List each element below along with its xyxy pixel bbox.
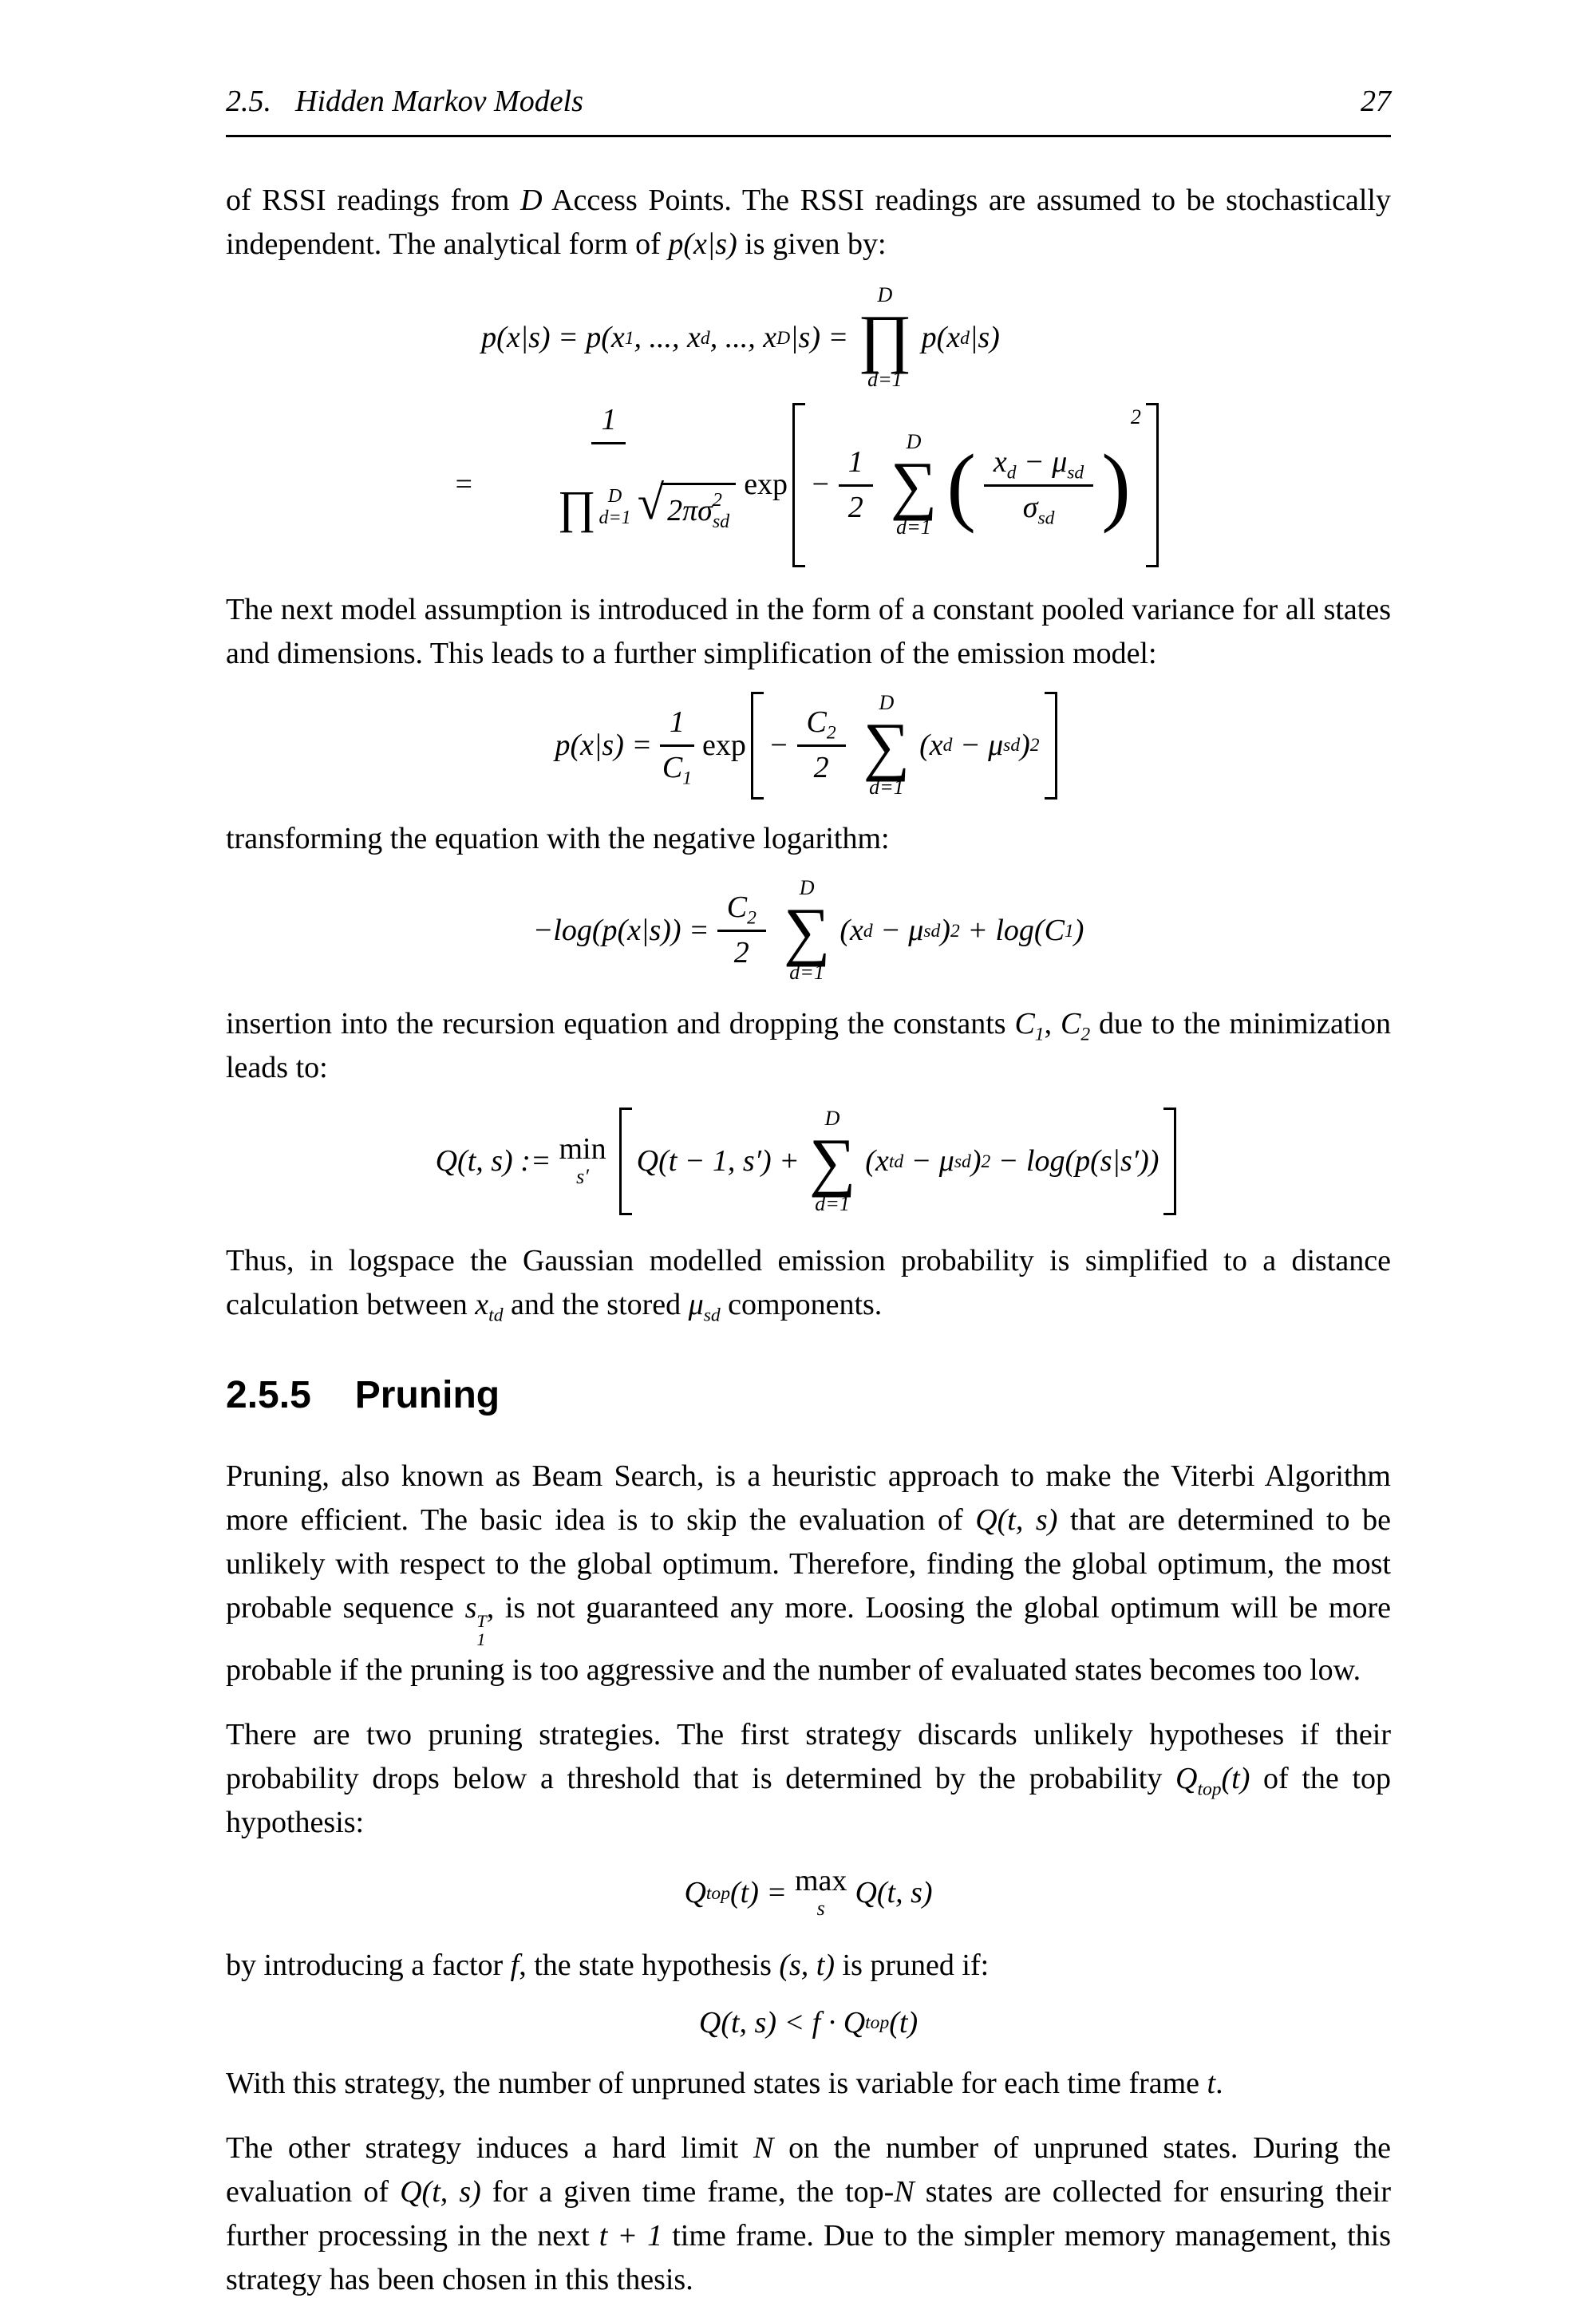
math-inline-Qts: Q(t, s)	[400, 2175, 481, 2209]
math-inline-f: f	[510, 1948, 519, 1982]
left-bracket	[792, 403, 805, 567]
text-run: , is not guaranteed any more. Loosing the global optimum will be more probable if the pruning is too aggressive and the number of evaluated states becomes too low.	[226, 1591, 1391, 1688]
math-text: Q(t, s) < f · Q	[698, 2005, 866, 2039]
sum-symbol: ∑	[808, 1124, 856, 1198]
section-heading-number: 2.5.5	[226, 1374, 311, 1417]
text-run: components.	[720, 1288, 883, 1322]
text-run: on the number of unpruned states. During the evaluation of	[226, 2131, 1391, 2209]
math-text: −	[810, 468, 831, 502]
running-header-left	[226, 80, 583, 124]
text-run: that are determined to be unlikely with respect to the global optimum. Therefore, finding the global optimum, the most probable sequence	[226, 1503, 1391, 1625]
text-run: time frame. Due to the simpler memory management, this strategy has been chosen in this thesis.	[226, 2219, 1391, 2297]
math-inline-C2: C	[1060, 1007, 1081, 1041]
fraction-standardized: $\frac{x_d - \mu_{sd}}{\sigma_{sd}}$	[984, 445, 1093, 525]
sum-symbol: ∑	[783, 894, 831, 967]
fraction-half: $\frac{1}{2}$	[839, 445, 873, 525]
math-text: |s)	[969, 320, 1000, 354]
math-text: Q	[684, 1876, 706, 1910]
left-paren: (	[946, 436, 976, 534]
math-text: p(x|s) =	[555, 728, 652, 762]
section-heading-title: Pruning	[354, 1374, 500, 1417]
text-run: .	[1215, 2067, 1223, 2101]
sum-symbol: ∑	[863, 709, 911, 782]
text-run: With this strategy, the number of unpruned states is variable for each time frame	[226, 2067, 1207, 2101]
math-inline-st: (s, t)	[779, 1948, 836, 1982]
math-inline-t-plus-1: t + 1	[598, 2219, 663, 2253]
left-bracket	[751, 692, 764, 800]
math-text: −	[768, 728, 789, 762]
exp-operator: exp	[702, 728, 746, 762]
math-inline-xtd: x	[475, 1288, 489, 1322]
math-text: , ..., x	[634, 320, 701, 354]
equation-qtop: Q top (t) = max s Q(t, s)	[684, 1864, 933, 1921]
running-header	[226, 80, 1391, 137]
math-text: (x	[865, 1143, 889, 1178]
text-run: of RSSI readings from	[226, 184, 521, 217]
product-symbol: ∏	[557, 481, 596, 534]
math-inline-D: D	[520, 184, 543, 217]
text-run: The other strategy induces a hard limit	[226, 2131, 753, 2166]
paragraph-pruning-intro	[226, 1455, 1391, 1692]
math-text: , ..., x	[709, 320, 777, 354]
equation-simplified-emission: p(x|s) = $\frac{1}{C_1}$ exp − $\frac{C_2}{2}$ D ∑ d=1 (x d − μ sd ) 2	[226, 692, 1391, 800]
math-text: p(x|s) = p(x	[481, 320, 625, 354]
equation-recursion-pruned: Q(t, s) := min s′ Q(t − 1, s′) + D ∑ d=1 (x td − μ sd ) 2 − log(p(s|s′))	[226, 1108, 1391, 1215]
paragraph-insertion: insertion into the recursion equation and dropping the constants $C_1$, $C_2$ due to the minimization leads to:	[226, 1007, 1392, 1085]
sum-symbol: ∑	[890, 448, 938, 522]
fraction-C2-over-2: $\frac{C_2}{2}$	[797, 705, 846, 785]
right-bracket	[1146, 403, 1159, 567]
paragraph-logspace: Thus, in logspace the Gaussian modelled emission probability is simplified to a distance calculation between $x_{td}$ and the stored $\mu_{sd}$ components.	[226, 1244, 1391, 1326]
paragraph-negative-log	[226, 817, 1391, 861]
math-text: Q(t, s) :=	[435, 1143, 551, 1178]
right-bracket	[1045, 692, 1057, 800]
paragraph-variable-states	[226, 2062, 1391, 2106]
sum-operator: D ∑ d=1	[890, 430, 938, 539]
exponent-2: 2	[1130, 405, 1141, 429]
text-run: of the top hypothesis:	[226, 1762, 1392, 1840]
thesis-page	[226, 0, 1391, 2302]
fraction-C2-over-2: $\frac{C_2}{2}$	[717, 890, 766, 970]
sum-operator: D ∑ d=1	[808, 1107, 856, 1215]
fraction-normalizer: 1 ∏ D d=1 √ 2πσ 2 sd	[482, 403, 736, 567]
sum-operator: D ∑ d=1	[863, 690, 911, 800]
section-heading-pruning	[226, 1373, 1391, 1418]
radical-sign: √	[637, 476, 665, 531]
math-text: (x	[919, 728, 943, 762]
equation-gaussian-emission	[226, 403, 1391, 567]
math-text: Q(t, s)	[855, 1876, 933, 1910]
text-run: insertion into the recursion equation and dropping the constants	[226, 1007, 1015, 1041]
sum-operator: D ∑ d=1	[783, 876, 831, 985]
right-bracket	[1163, 1108, 1176, 1215]
math-text: )	[1073, 913, 1084, 947]
math-text: (t) =	[729, 1876, 787, 1910]
header-section-number: 2.5.	[226, 85, 271, 118]
min-operator: min s′	[559, 1132, 606, 1189]
paragraph-hard-limit	[226, 2126, 1391, 2302]
paragraph-pooled-variance	[226, 588, 1391, 676]
math-inline-t: t	[1207, 2067, 1216, 2101]
text-run: The next model assumption is introduced in the form of a constant pooled variance for all states and dimensions. This leads to a further simplification of the emission model:	[226, 592, 1391, 670]
math-text: =	[453, 468, 474, 502]
paragraph-intro	[226, 179, 1391, 267]
text-run: Thus, in logspace the Gaussian modelled emission probability is simplified to a distance calculation between	[226, 1244, 1391, 1322]
max-operator: max s	[795, 1864, 847, 1921]
page-number: 27	[1361, 85, 1391, 118]
text-run: transforming the equation with the negative logarithm:	[226, 822, 890, 855]
left-bracket	[619, 1108, 632, 1215]
text-run: by introducing a factor	[226, 1948, 511, 1982]
text-run: for a given time frame, the top-	[480, 2175, 895, 2209]
text-run: is given by:	[737, 227, 887, 261]
math-supsub-s1T: T 1	[476, 1611, 487, 1650]
right-paren: )	[1101, 436, 1131, 534]
text-run: is pruned if:	[835, 1948, 990, 1982]
equation-prune-condition: Q(t, s) < f · Q top (t)	[226, 2005, 1391, 2042]
math-inline-Qtop: Q	[1175, 1762, 1198, 1796]
product-operator: D ∏ d=1	[858, 283, 912, 392]
math-text: )	[940, 913, 950, 947]
math-text: (x	[839, 913, 863, 947]
math-text: −log(p(x|s)) =	[532, 913, 709, 947]
math-text: Q(t − 1, s′) +	[636, 1143, 800, 1178]
math-text: )	[970, 1143, 982, 1178]
text-run: There are two pruning strategies. The first strategy discards unlikely hypotheses if their probability drops below a threshold that is determined by the probability	[226, 1718, 1391, 1796]
math-text: (t)	[889, 2005, 918, 2039]
product-symbol: ∏	[858, 301, 912, 374]
text-run: , the state hypothesis	[519, 1948, 780, 1982]
math-inline-C1: C	[1014, 1007, 1035, 1041]
text-run: and the stored	[503, 1288, 689, 1322]
math-inline-pxs: p(x|s)	[668, 227, 737, 261]
math-text: )	[1020, 728, 1030, 762]
math-inline-N: N	[753, 2131, 774, 2166]
text-run: ,	[1044, 1007, 1061, 1041]
equation-negative-log: −log(p(x|s)) = $\frac{C_2}{2}$ D ∑ d=1 (x d − μ sd ) 2 + log(C 1 )	[532, 876, 1084, 985]
math-inline-Qts: Q(t, s)	[975, 1503, 1058, 1538]
math-text: − μ	[903, 1143, 954, 1178]
text-run: Access Points. The RSSI readings are assumed to be stochastically independent. The analytical form of	[226, 184, 1391, 261]
text-run: states are collected for ensuring their further processing in the next	[226, 2175, 1391, 2253]
text-run: Pruning, also known as Beam Search, is a heuristic approach to make the Viterbi Algorithm more efficient. The basic idea is to skip the evaluation of	[226, 1459, 1391, 1538]
header-section-title: Hidden Markov Models	[295, 85, 583, 118]
paragraph-two-strategies: There are two pruning strategies. The first strategy discards unlikely hypotheses if their probability drops below a threshold that is determined by the probability $Q_{top}(t)$ of the top hypothesis:	[226, 1718, 1392, 1840]
product-operator-inline: ∏ D d=1	[557, 481, 631, 534]
math-text: − μ	[872, 913, 924, 947]
fraction-1-over-C1: $\frac{1}{C_1}$	[660, 705, 694, 785]
math-text: |s) =	[790, 320, 849, 354]
math-text: − μ	[952, 728, 1004, 762]
math-inline-s1T: s	[464, 1591, 477, 1625]
text-run: due to the minimization leads to:	[226, 1007, 1392, 1085]
math-text: − log(p(s|s′))	[990, 1143, 1159, 1178]
math-text: p(x	[921, 320, 961, 354]
math-text: + log(C	[959, 913, 1065, 947]
math-inline-N: N	[894, 2175, 915, 2209]
paragraph-factor	[226, 1944, 1391, 1988]
math-inline-musd: μ	[688, 1288, 704, 1322]
square-root: √ 2πσ 2 sd	[638, 483, 737, 532]
equation-emission-product: p(x|s) = p(x 1 , ..., x d , ..., x D |s) = D ∏ d=1 p(x d |s)	[481, 283, 1000, 392]
exp-operator: exp	[744, 468, 788, 502]
